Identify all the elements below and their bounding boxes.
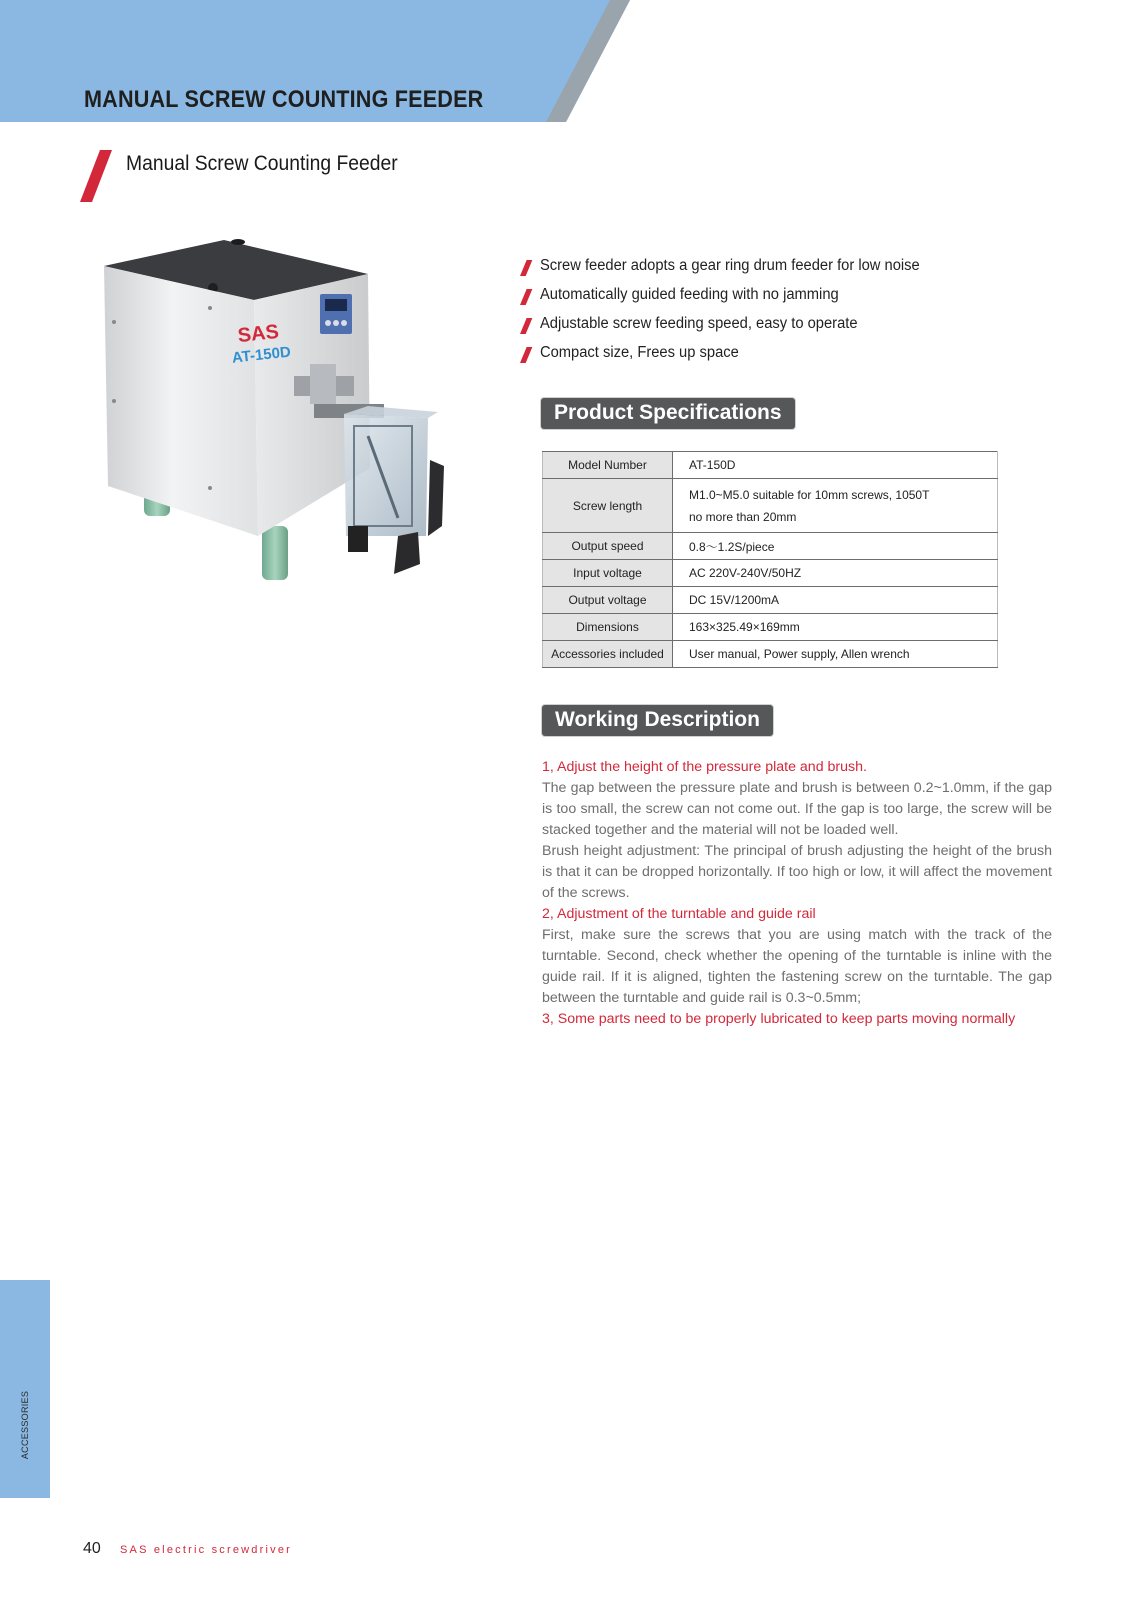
spec-value-line2: no more than 20mm xyxy=(689,509,797,524)
spec-label: Output voltage xyxy=(543,587,673,614)
red-bullet-icon xyxy=(520,260,533,276)
feature-text: Screw feeder adopts a gear ring drum feeder for low noise xyxy=(539,257,920,274)
feature-text: Automatically guided feeding with no jamming xyxy=(539,286,839,303)
page-title: MANUAL SCREW COUNTING FEEDER xyxy=(84,86,484,113)
footer-text: SAS electric screwdriver xyxy=(120,1544,292,1556)
page-number: 40 xyxy=(83,1540,101,1557)
spec-label: Accessories included xyxy=(543,641,673,668)
feature-item xyxy=(520,344,920,373)
spec-label: Input voltage xyxy=(543,560,673,587)
spec-value: AT-150D xyxy=(673,452,998,479)
spec-value xyxy=(673,479,998,533)
table-row xyxy=(543,452,998,479)
table-row xyxy=(543,533,998,560)
section-subtitle: Manual Screw Counting Feeder xyxy=(126,152,398,175)
working-description-heading: Working Description xyxy=(542,705,773,736)
step-paragraph: First, make sure the screws that you are using match with the track of the turntable. Second, check whether the opening of the turntable is inline with the guide rail. If it is aligned, tighten the fastening screw on the turntable. The gap between the turntable and guide rail is 0.3~0.5mm; xyxy=(542,927,1052,1006)
feature-item xyxy=(520,315,920,344)
table-row xyxy=(543,560,998,587)
product-specifications-heading: Product Specifications xyxy=(541,398,795,429)
model-logo: AT-150D xyxy=(231,343,292,367)
brand-logo: SAS xyxy=(236,320,280,348)
header-banner xyxy=(0,0,640,122)
working-description-text xyxy=(542,757,1052,1030)
spec-table xyxy=(542,451,998,668)
feature-item xyxy=(520,286,920,315)
spec-value-line1: M1.0~M5.0 suitable for 10mm screws, 1050T xyxy=(689,487,930,502)
spec-value: 163×325.49×169mm xyxy=(673,614,998,641)
spec-value: DC 15V/1200mA xyxy=(673,587,998,614)
feature-list xyxy=(520,257,941,373)
step-heading: 3, Some parts need to be properly lubricated to keep parts moving normally xyxy=(542,1011,1016,1027)
spec-value: User manual, Power supply, Allen wrench xyxy=(673,641,998,668)
feature-text: Adjustable screw feeding speed, easy to operate xyxy=(539,315,858,332)
table-row xyxy=(543,614,998,641)
step-paragraph: Brush height adjustment: The principal of brush adjusting the height of the brush is that it can be dropped horizontally. If too high or low, it will affect the movement of the screws. xyxy=(542,843,1052,901)
spec-value: AC 220V-240V/50HZ xyxy=(673,560,998,587)
spec-label: Output speed xyxy=(543,533,673,560)
red-bullet-icon xyxy=(520,318,533,334)
spec-label: Model Number xyxy=(543,452,673,479)
table-row xyxy=(543,587,998,614)
feature-item xyxy=(520,257,920,286)
step-heading: 2, Adjustment of the turntable and guide rail xyxy=(542,906,816,922)
red-bullet-icon xyxy=(520,347,533,363)
spec-label: Screw length xyxy=(543,479,673,533)
spec-label: Dimensions xyxy=(543,614,673,641)
table-row xyxy=(543,641,998,668)
red-slash-icon xyxy=(80,150,116,204)
product-image xyxy=(98,236,458,606)
side-category-tab xyxy=(0,1280,50,1498)
side-category-label: ACCESSORIES xyxy=(20,1390,30,1460)
feature-text: Compact size, Frees up space xyxy=(539,344,739,361)
spec-value: 0.8～1.2S/piece xyxy=(673,533,998,560)
step-paragraph: The gap between the pressure plate and brush is between 0.2~1.0mm, if the gap is too small, the screw can not come out. If the gap is too large, the screw will be stacked together and the material will not be loaded well. xyxy=(542,780,1052,838)
red-bullet-icon xyxy=(520,289,533,305)
table-row xyxy=(543,479,998,533)
step-heading: 1, Adjust the height of the pressure plate and brush. xyxy=(542,759,867,775)
